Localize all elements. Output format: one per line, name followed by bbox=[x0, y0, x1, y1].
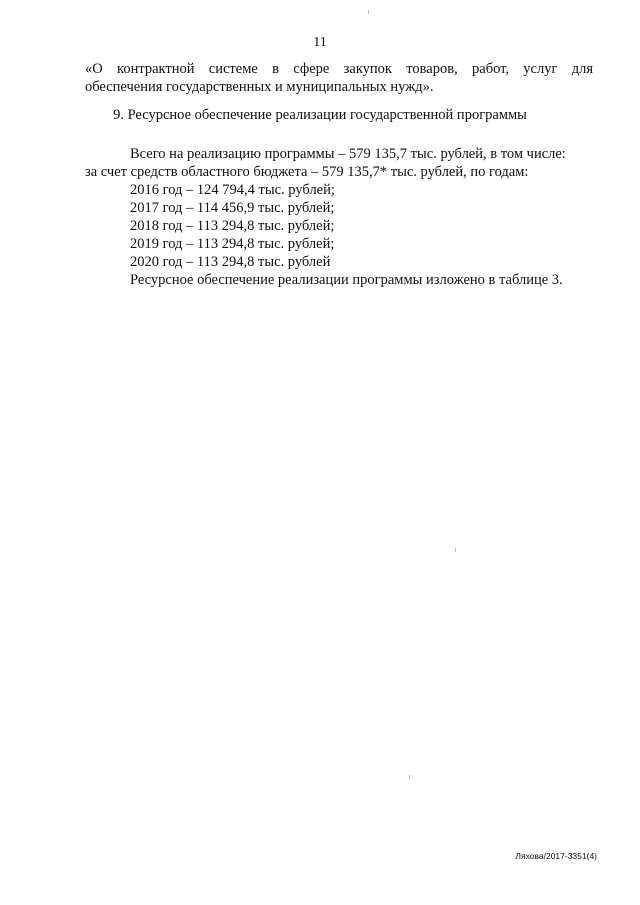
year-line: 2020 год – 113 294,8 тыс. рублей bbox=[130, 254, 331, 270]
scan-artifact bbox=[409, 775, 410, 779]
closing-line: Ресурсное обеспечение реализации программы изложено в таблице 3. bbox=[130, 272, 563, 288]
document-code: Ляхова/2017-3351(4) bbox=[515, 851, 597, 861]
section-heading: 9. Ресурсное обеспечение реализации государственной программы bbox=[113, 107, 527, 123]
scan-artifact bbox=[368, 10, 369, 14]
year-line: 2018 год – 113 294,8 тыс. рублей; bbox=[130, 218, 335, 234]
intro-paragraph bbox=[85, 60, 593, 96]
page-number: 11 bbox=[313, 35, 327, 50]
body-text bbox=[85, 145, 600, 289]
year-line: 2017 год – 114 456,9 тыс. рублей; bbox=[130, 200, 335, 216]
regional-budget-line: за счет средств областного бюджета – 579 135,7* тыс. рублей, по годам: bbox=[85, 164, 529, 180]
intro-line-2: обеспечения государственных и муниципальных нужд». bbox=[85, 79, 434, 95]
year-line: 2016 год – 124 794,4 тыс. рублей; bbox=[130, 182, 335, 198]
total-funding-line: Всего на реализацию программы – 579 135,7 тыс. рублей, в том числе: bbox=[130, 146, 566, 162]
intro-line-1: «О контрактной системе в сфере закупок товаров, работ, услуг для bbox=[85, 61, 593, 77]
year-line: 2019 год – 113 294,8 тыс. рублей; bbox=[130, 236, 335, 252]
scan-artifact bbox=[455, 548, 456, 552]
